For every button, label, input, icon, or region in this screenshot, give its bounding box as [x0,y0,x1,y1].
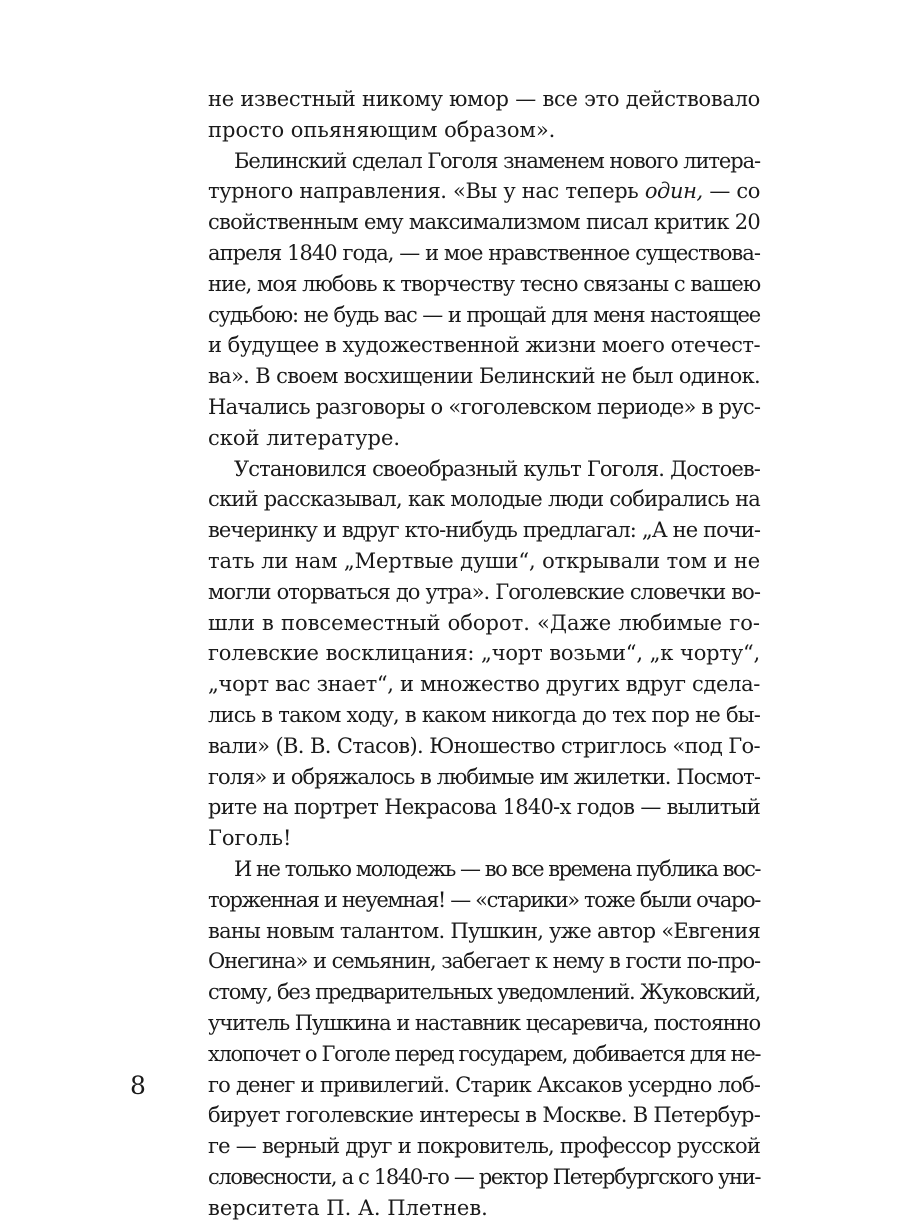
text-line-main: апреля 1840 года, — и мое нравственное существова- [208,240,760,265]
text-line [208,546,760,577]
text-line [208,823,760,854]
text-line-main: стому, без предварительных уведомлений. Жуковский, [208,980,760,1005]
text-line-main: судьбою: не будь вас — и прощай для меня настоящее [208,302,760,327]
text-line-main: „чорт вас знает“, и множество других вдруг сдела- [208,672,760,697]
italic-word: один, [644,179,703,204]
text-line-main: голя» и обряжалось в любимые им жилетки. Посмот- [208,764,760,789]
text-line [208,146,760,177]
text-line-main: шли в повсеместный оборот. «Даже любимые го- [208,610,760,635]
text-line-main: могли оторваться до утра». Гоголевские словечки во- [208,579,760,604]
text-line [208,269,760,300]
text-line [208,300,760,331]
text-line [208,700,760,731]
text-line [208,792,760,823]
text-line [208,176,760,207]
text-line-main: бирует гоголевские интересы в Москве. В Петербур- [208,1103,760,1128]
text-line [208,423,760,454]
text-line-main: не известный никому юмор — все это действовало [208,87,760,111]
text-line [208,361,760,392]
text-line-main: ский рассказывал, как молодые люди собирались на [208,487,760,512]
text-line [208,1193,760,1223]
text-line-main: Онегина» и семьянин, забегает к нему в гости по-про- [208,949,760,974]
text-line [208,762,760,793]
text-line-main: торженная и неуемная! — «старики» тоже были очаро- [208,887,760,912]
text-line-main: просто опьяняющим образом». [208,117,556,142]
text-line [208,731,760,762]
text-line-main: ва». В своем восхищении Белинский не был одинок. [208,364,760,389]
text-line-main: свойственным ему максимализмом писал критик 20 [208,210,760,235]
text-line [208,1100,760,1131]
text-line-main: рите на портрет Некрасова 1840-х годов — вылитый [208,795,760,820]
text-line-main: учитель Пушкина и наставник цесаревича, постоянно [208,1010,760,1035]
text-line [208,577,760,608]
text-line-main: вечеринку и вдруг кто-нибудь предлагал: „А не почи- [208,518,760,543]
text-line-main: И не только молодежь — во все времена публика вос- [234,856,760,881]
body-text [208,84,760,1223]
text-line [208,916,760,947]
text-line-main: ге — верный друг и покровитель, профессор русской [208,1134,760,1159]
text-line [208,608,760,639]
text-line [208,238,760,269]
text-line [208,454,760,485]
text-line-main: лись в таком ходу, в каком никогда до тех пор не бы- [208,702,760,727]
text-line-main: вали» (В. В. Стасов). Юношество стриглось «под Го- [208,733,760,758]
text-line-main: голевские восклицания: „чорт возьми“, „к чорту“, [208,641,760,666]
text-line-main: словесности, а с 1840-го — ректор Петербургского уни- [208,1164,761,1189]
text-line-main: ние, моя любовь к творчеству тесно связаны с вашею [208,271,761,296]
text-line [208,515,760,546]
text-line [208,392,760,423]
text-line-main: верситета П. А. Плетнев. [208,1195,488,1220]
text-line [208,1131,760,1162]
text-line-main: ской литературе. [208,425,401,450]
text-line [208,854,760,885]
text-line [208,84,760,115]
text-line-main: Гоголь! [208,826,292,851]
text-line [208,1039,760,1070]
text-line [208,977,760,1008]
text-line [208,1008,760,1039]
text-line [208,207,760,238]
text-line-main: ваны новым талантом. Пушкин, уже автор «Евгения [208,918,760,943]
text-line-main: го денег и привилегий. Старик Аксаков усердно лоб- [208,1072,760,1097]
text-line [208,885,760,916]
text-line [208,669,760,700]
text-line [208,638,760,669]
text-line-main: тать ли нам „Мертвые души“, открывали том и не [208,548,760,573]
text-line-main: Начались разговоры о «гоголевском периоде» в рус- [208,394,761,419]
text-line-main: турного направления. «Вы у нас теперь [208,179,639,204]
page-number: 8 [130,1071,146,1100]
text-line [208,115,760,146]
text-line-tail: — со [709,179,761,204]
text-line-main: Установился своеобразный культ Гоголя. Достоев- [234,456,760,481]
text-line [208,330,760,361]
text-line-main: хлопочет о Гоголе перед государем, добивается для не- [208,1041,761,1066]
text-line [208,946,760,977]
text-line [208,484,760,515]
text-line-main: и будущее в художественной жизни моего отечест- [208,333,761,358]
text-line-main: Белинский сделал Гоголя знаменем нового литера- [234,148,760,173]
text-line [208,1162,760,1193]
text-line [208,1070,760,1101]
